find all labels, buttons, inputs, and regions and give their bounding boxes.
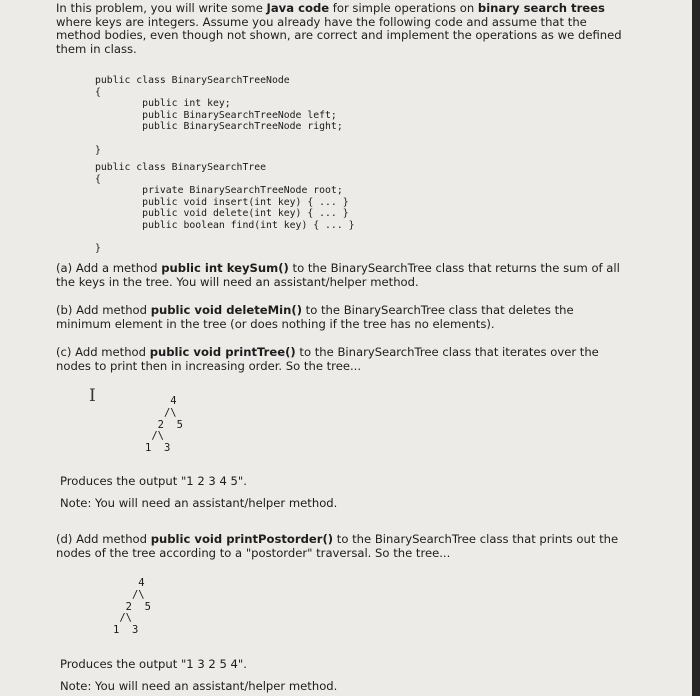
intro-paragraph: In this problem, you will write some Java code for simple operations on binary search trees where keys are integers. Assume you already have the following code and assume that the method bodies, even though not shown, are correct and implement the operations as we defined them in class. bbox=[56, 1, 622, 56]
part-d-text: (d) Add method public void printPostorder() to the BinarySearchTree class that prints out the nodes of the tree according to a "postorder" traversal. So the tree... bbox=[56, 532, 619, 560]
output-c-text: Produces the output "1 2 3 4 5". bbox=[60, 474, 247, 488]
note-d-text: Note: You will need an assistant/helper method. bbox=[60, 679, 338, 693]
code-binary-search-tree: public class BinarySearchTree { private BinarySearchTreeNode root; public void insert(int key) { ... } public void delete(int key) { ... } public boolean find(int key) { ... } } bbox=[95, 162, 355, 255]
part-b-text: (b) Add method public void deleteMin() to the BinarySearchTree class that deletes the minimum element in the tree (or does nothing if the tree has no elements). bbox=[56, 303, 574, 331]
page-edge-shadow bbox=[692, 0, 700, 696]
tree-diagram-d: 4 /\ 2 5 /\ 1 3 bbox=[113, 577, 151, 637]
note-c-text: Note: You will need an assistant/helper method. bbox=[60, 496, 338, 510]
output-d-text: Produces the output "1 3 2 5 4". bbox=[60, 657, 247, 671]
part-c-text: (c) Add method public void printTree() to the BinarySearchTree class that iterates over the nodes to print then in increasing order. So the tree... bbox=[56, 345, 599, 373]
code-binary-search-tree-node: public class BinarySearchTreeNode { public int key; public BinarySearchTreeNode left; public BinarySearchTreeNode right; } bbox=[95, 75, 343, 156]
tree-diagram-c: 4 /\ 2 5 /\ 1 3 bbox=[145, 395, 183, 455]
text-cursor-icon: I bbox=[89, 386, 96, 406]
part-a-text: (a) Add a method public int keySum() to the BinarySearchTree class that returns the sum of all the keys in the tree. You will need an assistant/helper method. bbox=[56, 261, 620, 289]
